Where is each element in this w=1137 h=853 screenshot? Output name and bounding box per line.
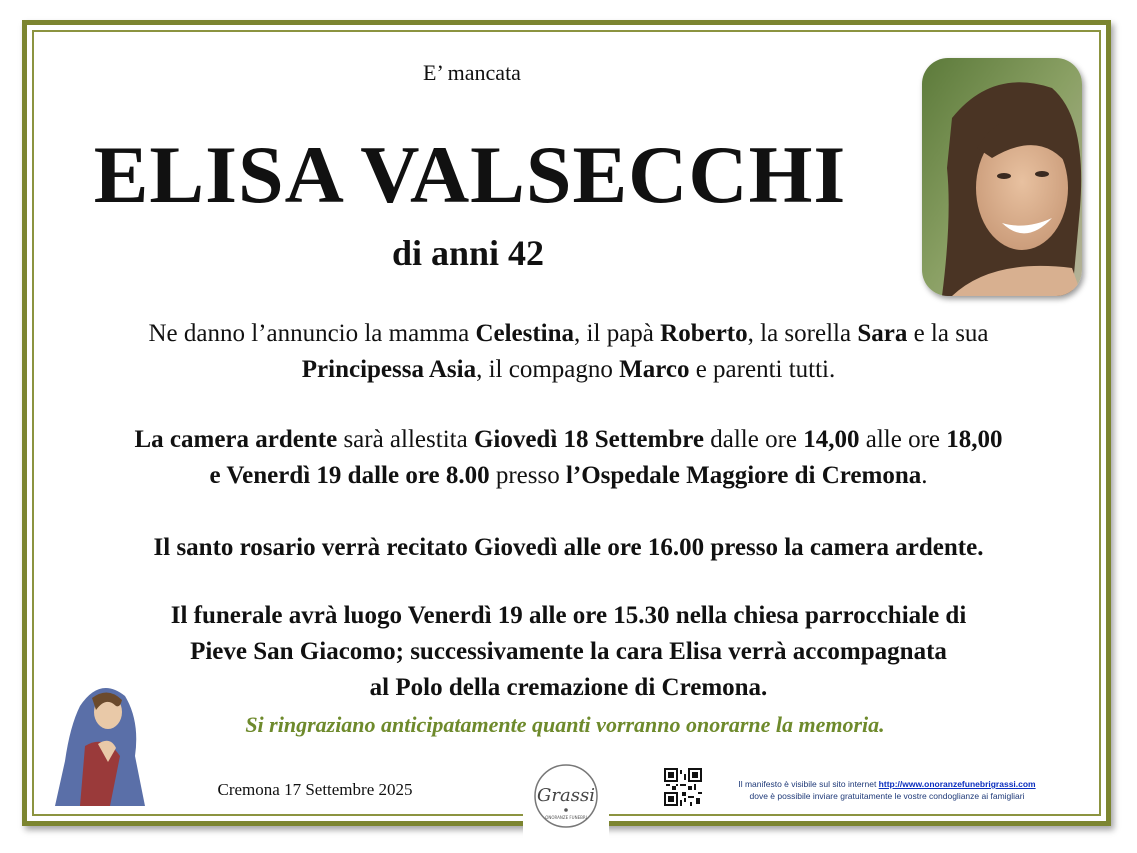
bold-text-segment: Sara [857, 320, 908, 347]
website-link[interactable]: http://www.onoranzefunebrigrassi.com [878, 779, 1036, 789]
text-segment: , il papà [574, 320, 661, 347]
website-prefix: Il manifesto è visibile sul sito internet [738, 779, 879, 789]
announcement-line-2 [50, 352, 1087, 388]
text-segment: Ne danno l’annuncio la mamma [148, 320, 476, 347]
madonna-image [50, 676, 150, 806]
text-segment: , la sorella [747, 320, 858, 347]
logo-subtext: ONORANZE FUNEBRI [545, 815, 587, 820]
viewing-paragraph [50, 422, 1087, 494]
qr-code[interactable] [664, 768, 702, 806]
text-segment: , il compagno [476, 356, 620, 383]
thanks-note: Si ringraziano anticipatamente quanti vorranno onorarne la memoria. [245, 712, 885, 737]
bold-text-segment: e Venerdì 19 dalle ore 8.00 [209, 462, 490, 489]
grassi-logo [523, 758, 609, 840]
rosary-paragraph: Il santo rosario verrà recitato Giovedì alle ore 16.00 presso la camera ardente. [153, 534, 984, 561]
text-segment: alle ore [859, 426, 947, 453]
portrait-photo [922, 58, 1082, 296]
deceased-age: di anni 42 [391, 233, 545, 273]
announcement-label: E’ mancata [423, 60, 521, 85]
logo-text: Grassi [537, 785, 595, 806]
place-date: Cremona 17 Settembre 2025 [217, 780, 413, 799]
text-segment: . [921, 462, 928, 489]
bold-text-segment: Roberto [660, 320, 748, 347]
text-segment: presso [489, 462, 566, 489]
text-segment: e la sua [907, 320, 989, 347]
deceased-name: ELISA VALSECCHI [93, 129, 847, 220]
funeral-line-3: al Polo della cremazione di Cremona. [369, 674, 768, 701]
viewing-line-1 [50, 422, 1087, 458]
text-segment: e parenti tutti. [689, 356, 836, 383]
announcement-paragraph [50, 316, 1087, 388]
bold-text-segment: l’Ospedale Maggiore di Cremona [565, 462, 922, 489]
text-segment: dalle ore [704, 426, 804, 453]
bold-text-segment: Celestina [475, 320, 575, 347]
funeral-line-2: Pieve San Giacomo; successivamente la cara Elisa verrà accompagnata [190, 638, 947, 665]
bold-text-segment: Principessa Asia [301, 356, 477, 383]
viewing-line-2 [50, 458, 1087, 494]
bold-text-segment: 14,00 [803, 426, 860, 453]
website-line-1 [704, 778, 1070, 790]
funeral-line-1: Il funerale avrà luogo Venerdì 19 alle ore 15.30 nella chiesa parrocchiale di [170, 602, 967, 629]
bold-text-segment: Marco [619, 356, 690, 383]
bold-text-segment: 18,00 [946, 426, 1003, 453]
bold-text-segment: La camera ardente [134, 426, 338, 453]
bold-text-segment: Giovedì 18 Settembre [473, 426, 704, 453]
announcement-line-1 [50, 316, 1087, 352]
website-line-2: dove è possibile inviare gratuitamente le vostre condoglianze ai famigliari [749, 791, 1025, 801]
website-note [704, 778, 1070, 802]
text-segment: sarà allestita [337, 426, 474, 453]
funeral-paragraph [50, 598, 1087, 706]
